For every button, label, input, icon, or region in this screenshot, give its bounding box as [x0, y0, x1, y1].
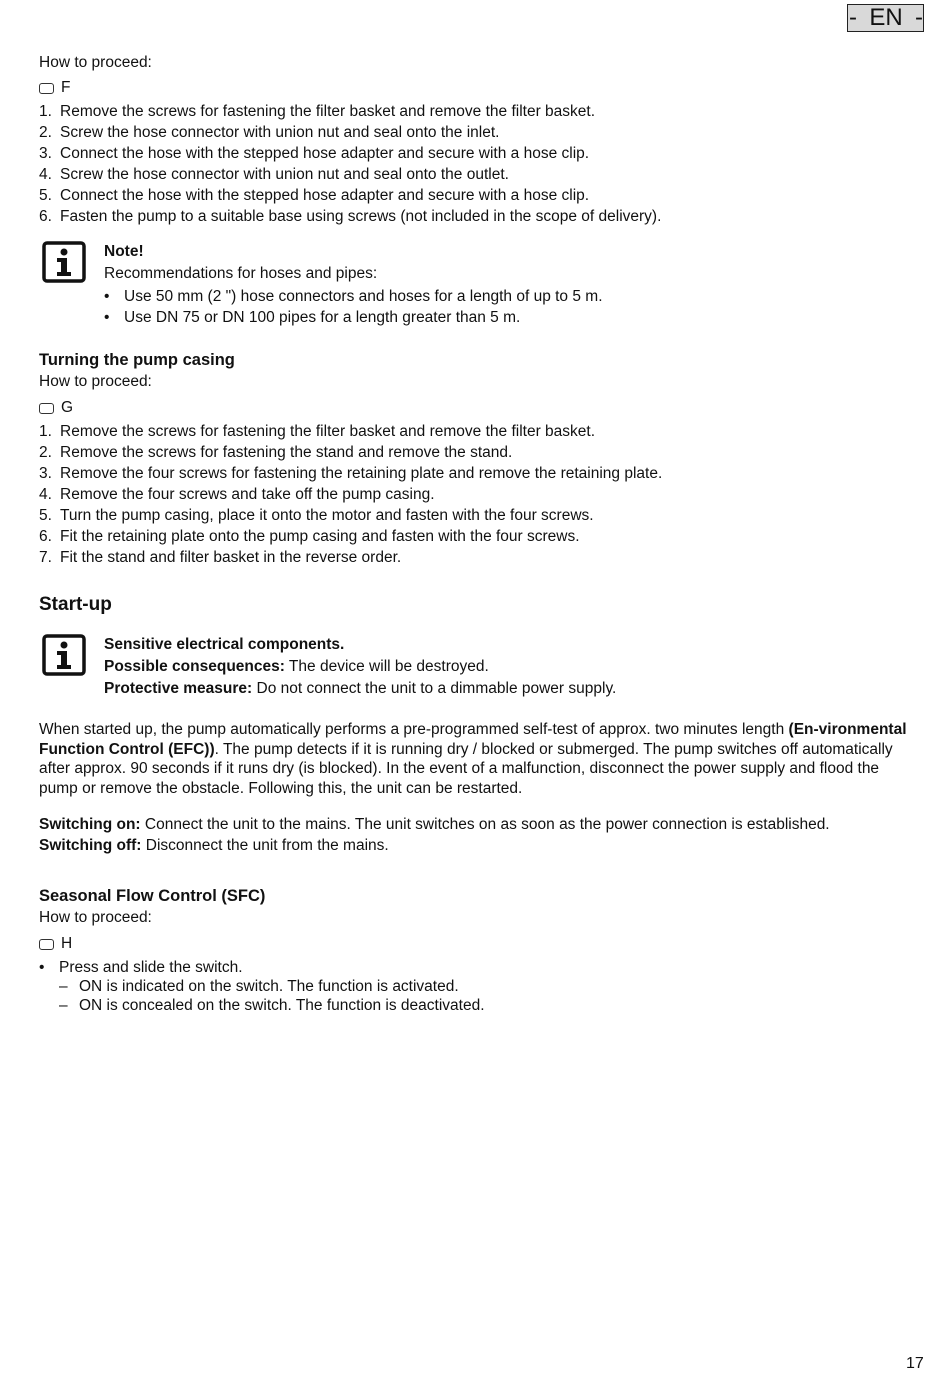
- figure-ref-h: [39, 935, 72, 953]
- switching-off: Switching off: Disconnect the unit from the mains.: [39, 837, 389, 854]
- step-item: 1. Remove the screws for fastening the filter basket and remove the filter basket.: [39, 103, 596, 120]
- step-item: 6. Fit the retaining plate onto the pump casing and fasten with the four screws.: [39, 528, 580, 545]
- figure-icon: [39, 83, 54, 94]
- info-icon: [42, 634, 86, 676]
- step-item: 3. Connect the hose with the stepped hose adapter and secure with a hose clip.: [39, 145, 590, 162]
- sub-list-item: – ON is concealed on the switch. The function is deactivated.: [59, 997, 485, 1014]
- step-item: 4. Remove the four screws and take off the pump casing.: [39, 486, 435, 503]
- figure-icon: [39, 939, 54, 950]
- sub-list-item: – ON is indicated on the switch. The function is activated.: [59, 978, 459, 995]
- how-to-proceed-g: How to proceed:: [39, 373, 152, 390]
- switching-on: Switching on: Connect the unit to the mains. The unit switches on as soon as the power connection is established.: [39, 816, 830, 833]
- figure-label: F: [61, 79, 71, 96]
- step-item: 5. Turn the pump casing, place it onto the motor and fasten with the four screws.: [39, 507, 594, 524]
- step-item: 7. Fit the stand and filter basket in the reverse order.: [39, 549, 402, 566]
- section-heading-sfc: Seasonal Flow Control (SFC): [39, 887, 266, 905]
- info-icon: [42, 241, 86, 283]
- language-tag: [847, 4, 924, 32]
- lang-dash-left: -: [849, 4, 857, 31]
- figure-ref-g: [39, 399, 73, 417]
- section-heading-startup: Start-up: [39, 594, 112, 615]
- page-number: 17: [906, 1355, 924, 1372]
- step-item: 2. Remove the screws for fastening the stand and remove the stand.: [39, 444, 513, 461]
- list-item: • Use DN 75 or DN 100 pipes for a length greater than 5 m.: [104, 309, 521, 326]
- section-heading-turning: Turning the pump casing: [39, 351, 235, 369]
- warning-consequences: Possible consequences: The device will be destroyed.: [104, 658, 489, 675]
- warning-measure: Protective measure: Do not connect the unit to a dimmable power supply.: [104, 680, 617, 697]
- figure-ref-f: [39, 79, 70, 97]
- figure-icon: [39, 403, 54, 414]
- figure-label: H: [61, 935, 73, 952]
- figure-label: G: [61, 399, 74, 416]
- note-intro: Recommendations for hoses and pipes:: [104, 265, 378, 282]
- lang-dash-right: -: [915, 4, 923, 31]
- note-title: Note!: [104, 243, 144, 260]
- lang-code: EN: [869, 4, 903, 31]
- step-item: 2. Screw the hose connector with union nut and seal onto the inlet.: [39, 124, 500, 141]
- how-to-proceed-f: How to proceed:: [39, 54, 152, 71]
- startup-paragraph: When started up, the pump automatically performs a pre-programmed self-test of approx. two minutes length (En-vironmental Function Control (EFC)). The pump detects if it is running dry / blocked or submerged. The pump switches off automatically after approx. 90 seconds if it runs dry (is blocked). In the event of a malfunction, disconnect the power supply and flood the pump or remove the obstacle. Following this, the unit can be restarted.: [39, 721, 907, 797]
- list-item: • Press and slide the switch.: [39, 959, 243, 976]
- step-item: 6. Fasten the pump to a suitable base using screws (not included in the scope of delivery).: [39, 208, 662, 225]
- how-to-proceed-h: How to proceed:: [39, 909, 152, 926]
- step-item: 4. Screw the hose connector with union nut and seal onto the outlet.: [39, 166, 509, 183]
- step-item: 3. Remove the four screws for fastening the retaining plate and remove the retaining plate.: [39, 465, 663, 482]
- list-item: • Use 50 mm (2 ") hose connectors and hoses for a length of up to 5 m.: [104, 288, 603, 305]
- warning-title: Sensitive electrical components.: [104, 636, 345, 653]
- step-item: 1. Remove the screws for fastening the filter basket and remove the filter basket.: [39, 423, 596, 440]
- step-item: 5. Connect the hose with the stepped hose adapter and secure with a hose clip.: [39, 187, 590, 204]
